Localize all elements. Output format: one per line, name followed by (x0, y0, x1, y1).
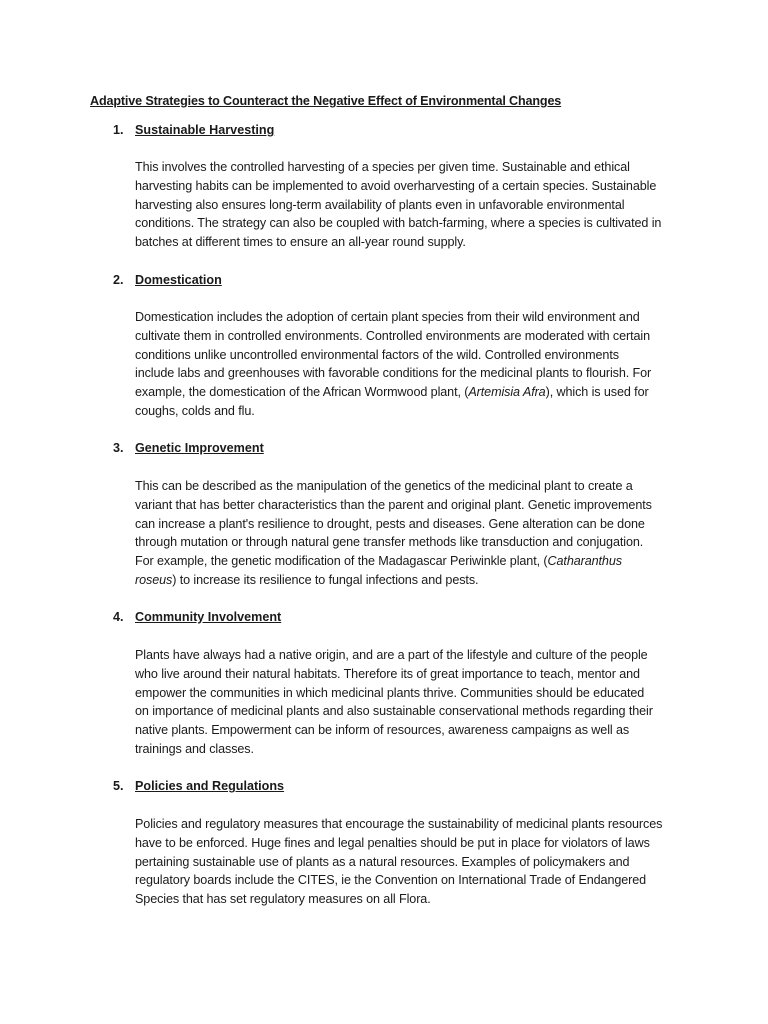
species-name: Catharanthus (547, 554, 622, 569)
section-number: 4. (113, 610, 124, 624)
paragraph-line: who live around their natural habitats. Therefore its of great importance to teach, mentor and (135, 666, 640, 681)
paragraph-line: have to be enforced. Huge fines and legal penalties should be put in place for violators of laws (135, 835, 650, 850)
section-title: Policies and Regulations (135, 779, 285, 793)
section-title: Community Involvement (135, 610, 282, 624)
paragraph-line: through mutation or through natural gene transfer methods like transduction and conjugation. (135, 535, 644, 550)
section-title: Sustainable Harvesting (135, 123, 275, 137)
paragraph-line: can increase a plant's resilience to drought, pests and diseases. Gene alteration can be done (135, 516, 645, 531)
section-heading-community-involvement (113, 610, 281, 624)
species-name: roseus (135, 572, 173, 587)
section-paragraph-community-involvement (135, 646, 683, 759)
paragraph-line: batches at different times to ensure an all-year round supply. (135, 235, 466, 250)
section-heading-genetic-improvement (113, 441, 264, 455)
line-text: For example, the genetic modification of the Madagascar Periwinkle plant, ( (135, 554, 548, 569)
section-number: 5. (113, 779, 124, 793)
paragraph-line: pertaining sustainable use of plants as a natural resources. Examples of policymakers and (135, 854, 630, 869)
document-title: Adaptive Strategies to Counteract the Negative Effect of Environmental Changes (90, 94, 562, 108)
section-title: Genetic Improvement (135, 441, 264, 455)
paragraph-line: native plants. Empowerment can be inform of resources, awareness campaigns as well as (135, 723, 630, 738)
paragraph-line: This involves the controlled harvesting of a species per given time. Sustainable and ethical (135, 160, 630, 174)
section-paragraph-sustainable-harvesting (135, 158, 683, 252)
paragraph-line: This can be described as the manipulation of the genetics of the medicinal plant to create a (135, 479, 633, 493)
species-name: Artemisia Afra (468, 385, 546, 400)
paragraph-line (135, 571, 683, 590)
section-title: Domestication (135, 273, 222, 287)
paragraph-line: empower the communities in which medicinal plants thrive. Communities should be educated (135, 685, 645, 700)
paragraph-line: regulatory boards include the CITES, ie the Convention on International Trade of Endangered (135, 873, 647, 888)
section-number: 3. (113, 441, 124, 455)
paragraph-line: Species that has set regulatory measures on all Flora. (135, 892, 431, 907)
paragraph-line: variant that has better characteristics than the parent and original plant. Genetic improvements (135, 497, 652, 512)
paragraph-line: Domestication includes the adoption of certain plant species from their wild environment and (135, 310, 640, 324)
paragraph-line (135, 552, 683, 571)
paragraph-line: on importance of medicinal plants and also sustainable conservational methods regarding their (135, 704, 653, 719)
paragraph-line: Policies and regulatory measures that encourage the sustainability of medicinal plants resources (135, 817, 663, 831)
paragraph-line: Plants have always had a native origin, and are a part of the lifestyle and culture of the people (135, 648, 648, 662)
line-text: ), which is used for (545, 385, 649, 400)
paragraph-line: conditions. The strategy can also be coupled with batch-farming, where a species is cultivated in (135, 216, 662, 231)
section-heading-sustainable-harvesting (113, 123, 274, 137)
section-number: 1. (113, 123, 124, 137)
section-paragraph-genetic-improvement (135, 477, 683, 590)
paragraph-line: trainings and classes. (135, 741, 254, 756)
paragraph-line: conditions unlike uncontrolled environmental factors of the wild. Controlled environments (135, 347, 619, 362)
paragraph-line (135, 383, 683, 402)
line-text: example, the domestication of the African Wormwood plant, ( (135, 385, 469, 400)
section-paragraph-policies-and-regulations (135, 815, 683, 909)
line-text: ) to increase its resilience to fungal infections and pests. (172, 572, 479, 587)
section-heading-policies-and-regulations (113, 779, 284, 793)
paragraph-line: include labs and greenhouses with favorable conditions for the medicinal plants to flourish. For (135, 366, 652, 381)
section-heading-domestication (113, 273, 222, 287)
paragraph-line: harvesting also ensures long-term availability of plants even in unfavorable environmental (135, 197, 625, 212)
paragraph-line: harvesting habits can be implemented to avoid overharvesting of a certain species. Sustainable (135, 178, 657, 193)
paragraph-line: coughs, colds and flu. (135, 403, 255, 418)
section-paragraph-domestication (135, 308, 683, 421)
paragraph-line: cultivate them in controlled environments. Controlled environments are moderated with certain (135, 328, 651, 343)
section-number: 2. (113, 273, 124, 287)
